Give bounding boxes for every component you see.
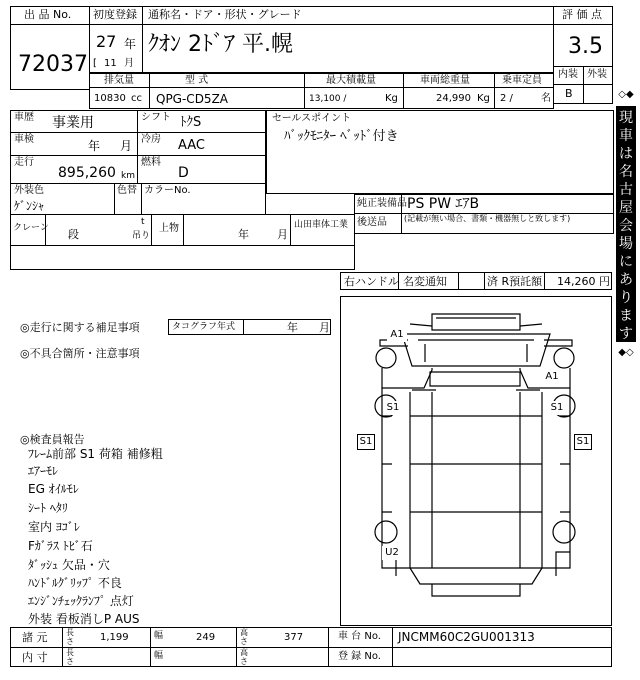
history-label: 車歴 bbox=[14, 112, 34, 123]
side-note-char: 屋 bbox=[619, 200, 633, 216]
divider bbox=[243, 319, 244, 335]
reg-month-unit: 月 bbox=[124, 58, 134, 69]
divider bbox=[494, 73, 495, 109]
reg-month-bracket-open: [ bbox=[93, 58, 97, 69]
gross-weight-label: 車両総重量 bbox=[420, 75, 470, 86]
report-line: ﾀﾞｯｼｭ 欠品・穴 bbox=[28, 558, 110, 572]
divider bbox=[10, 132, 266, 133]
reg-month: 11 bbox=[104, 58, 117, 69]
displacement-unit: cc bbox=[131, 93, 142, 104]
side-note-char: あ bbox=[619, 272, 633, 288]
side-note-bottom: ◆◇ bbox=[618, 347, 634, 358]
divider bbox=[137, 110, 138, 183]
gross-weight-unit: Kg bbox=[477, 93, 490, 104]
divider bbox=[553, 84, 613, 85]
reg-year: 27 bbox=[96, 32, 117, 51]
recycle-amount: 14,260 bbox=[557, 275, 596, 288]
divider bbox=[392, 627, 393, 667]
divider bbox=[236, 627, 237, 667]
fuel-label: 燃料 bbox=[141, 157, 161, 168]
displacement-label: 排気量 bbox=[104, 75, 134, 86]
crane-steps: 段 bbox=[68, 228, 79, 241]
sales-point-value: ﾊﾞｯｸﾓﾆﾀｰ ﾍﾞｯﾄﾞ付き bbox=[284, 129, 399, 144]
driving-notes-label: ◎走行に関する補足事項 bbox=[20, 321, 140, 334]
crane-above-label: 上物 bbox=[159, 223, 179, 234]
truck-outline bbox=[375, 314, 575, 596]
model-name-label: 通称名・ドア・形状・グレード bbox=[148, 8, 302, 21]
defect-notes-label: ◎不具合箇所・注意事項 bbox=[20, 347, 140, 360]
capacity-value: 2 / bbox=[500, 93, 513, 104]
rear-equipment-note: (記載が無い場合、書類・機器無しと致します) bbox=[404, 214, 571, 223]
side-note-char: す bbox=[619, 326, 633, 342]
max-load-label: 最大積載量 bbox=[326, 75, 376, 86]
lot-number: 72037 bbox=[18, 52, 88, 77]
damage-mark-boxed: S1 bbox=[357, 434, 375, 450]
width-label: 幅 bbox=[154, 631, 164, 641]
equipment-value: PS PW ｴｱB bbox=[407, 196, 480, 212]
rear-equipment-label: 後送品 bbox=[357, 217, 387, 228]
divider bbox=[553, 24, 613, 25]
tacho-year: 年 bbox=[287, 321, 298, 334]
side-note-char: は bbox=[619, 146, 633, 162]
side-note-char: ま bbox=[619, 308, 633, 324]
report-line: Fｶﾞﾗｽ ﾄﾋﾞ石 bbox=[28, 539, 93, 553]
inspection-label: 車検 bbox=[14, 134, 34, 145]
damage-mark: A1 bbox=[387, 328, 407, 342]
divider bbox=[583, 66, 584, 104]
color-number-label: カラーNo. bbox=[144, 185, 191, 196]
chassis-value: JNCMM60C2GU001313 bbox=[398, 630, 535, 644]
lot-label: 出 品 No. bbox=[24, 8, 72, 21]
truck-diagram bbox=[340, 296, 612, 626]
side-note-char: に bbox=[619, 254, 633, 270]
shift-label: シフト bbox=[141, 112, 171, 123]
exterior-label: 外装 bbox=[587, 69, 607, 80]
crane-year: 年 bbox=[238, 228, 249, 241]
color-change-label: 色替 bbox=[117, 185, 137, 196]
side-note-char: 現 bbox=[619, 110, 633, 126]
height-label: 高さ bbox=[240, 628, 248, 646]
interior-score: B bbox=[565, 87, 573, 100]
shift-value: ﾄｸS bbox=[180, 115, 202, 130]
gross-weight-value: 24,990 bbox=[436, 93, 471, 104]
report-line: ﾊﾝﾄﾞﾙｸﾞﾘｯﾌﾟ 不良 bbox=[28, 576, 122, 590]
report-line: EG ｵｲﾙﾓﾚ bbox=[28, 482, 79, 496]
score-value: 3.5 bbox=[568, 34, 603, 59]
tacho-label: タコグラフ年式 bbox=[172, 322, 236, 332]
crane-month: 月 bbox=[277, 228, 288, 241]
crane-label: クレーン bbox=[13, 223, 49, 233]
name-change-label: 名変通知 bbox=[403, 275, 447, 288]
length-label: 長さ bbox=[66, 628, 74, 646]
divider bbox=[10, 647, 612, 648]
recycle-unit: 円 bbox=[599, 275, 610, 288]
max-load-value: 13,100 / bbox=[309, 94, 347, 104]
capacity-label: 乗車定員 bbox=[502, 75, 542, 86]
divider bbox=[62, 627, 63, 667]
height-value: 377 bbox=[284, 632, 304, 643]
max-load-unit: Kg bbox=[385, 93, 398, 104]
score-label: 評 価 点 bbox=[562, 8, 602, 21]
interior-label: 内装 bbox=[558, 69, 578, 80]
mileage-unit: km bbox=[121, 171, 135, 181]
side-note-char: り bbox=[619, 290, 633, 306]
side-note-char: 場 bbox=[619, 236, 633, 252]
divider bbox=[114, 183, 115, 215]
side-note-char: 会 bbox=[619, 218, 633, 234]
handle-side: 右ハンドル bbox=[344, 275, 399, 288]
divider bbox=[183, 214, 184, 245]
divider bbox=[10, 24, 90, 25]
crane-hang: 吊り bbox=[132, 231, 151, 241]
damage-mark: A1 bbox=[542, 370, 562, 384]
damage-mark-boxed: S1 bbox=[574, 434, 592, 450]
history-value: 事業用 bbox=[52, 115, 94, 131]
inspector-report-label: ◎検査員報告 bbox=[20, 433, 85, 446]
exterior-color-value: ｹﾞﾝｼｬ bbox=[14, 199, 45, 213]
divider bbox=[484, 272, 485, 290]
displacement-value: 10830 bbox=[94, 93, 126, 104]
inspection-month: 月 bbox=[120, 139, 133, 153]
crane-ton: t bbox=[141, 217, 145, 227]
recycle-label: 済 R預託額 bbox=[487, 275, 543, 288]
report-line: 室内 ﾖｺﾞﾚ bbox=[28, 520, 80, 534]
divider bbox=[89, 87, 554, 88]
report-line: 外装 看板消しP AUS bbox=[28, 612, 140, 626]
divider bbox=[403, 73, 404, 109]
report-line: ｴｱｰﾓﾚ bbox=[28, 464, 59, 478]
inner-dims-label: 内 寸 bbox=[22, 651, 48, 664]
inner-height-label: 高さ bbox=[240, 648, 248, 666]
model-code-label: 型 式 bbox=[185, 75, 209, 86]
side-note-char: 名 bbox=[619, 164, 633, 180]
divider bbox=[328, 627, 329, 667]
detail-block bbox=[10, 110, 266, 215]
width-value: 249 bbox=[196, 632, 216, 643]
ac-label: 冷房 bbox=[141, 134, 161, 145]
sales-point-label: セールスポイント bbox=[272, 113, 352, 124]
tacho-month: 月 bbox=[319, 321, 330, 334]
divider bbox=[141, 183, 142, 215]
reg-year-unit: 年 bbox=[124, 37, 137, 51]
divider bbox=[304, 73, 305, 109]
side-note-char: 古 bbox=[619, 182, 633, 198]
fuel-value: D bbox=[178, 165, 189, 181]
report-line: ｼｰﾄ ﾍﾀﾘ bbox=[28, 501, 68, 515]
damage-mark: U2 bbox=[382, 546, 402, 560]
divider bbox=[149, 73, 150, 109]
report-line: ﾌﾚｰﾑ前部 S1 荷箱 補修粗 bbox=[28, 447, 163, 461]
mileage-value: 895,260 bbox=[58, 165, 116, 181]
first-reg-label: 初度登録 bbox=[93, 8, 137, 21]
side-note-char: 車 bbox=[619, 128, 633, 144]
divider bbox=[10, 245, 355, 246]
divider bbox=[151, 214, 152, 245]
exterior-color-label: 外装色 bbox=[14, 185, 44, 196]
report-line: ｴﾝｼﾞﾝﾁｪｯｸﾗﾝﾌﾟ 点灯 bbox=[28, 594, 134, 608]
ac-value: AAC bbox=[178, 138, 205, 153]
model-name: ｸｵﾝ 2ﾄﾞｱ 平.幌 bbox=[148, 32, 293, 57]
chassis-label: 車 台 No. bbox=[338, 631, 381, 642]
reg-number-label: 登 録 No. bbox=[338, 651, 381, 662]
divider bbox=[458, 272, 459, 290]
body-maker: 山田車体工業 bbox=[294, 220, 349, 230]
damage-mark: S1 bbox=[547, 401, 567, 415]
inner-length-label: 長さ bbox=[66, 648, 74, 666]
inspection-year: 年 bbox=[88, 139, 101, 153]
length-value: 1,199 bbox=[100, 632, 129, 643]
capacity-unit: 名 bbox=[541, 93, 551, 104]
inner-width-label: 幅 bbox=[154, 651, 164, 661]
model-code-value: QPG-CD5ZA bbox=[156, 92, 228, 106]
divider bbox=[150, 627, 151, 667]
damage-mark: S1 bbox=[383, 401, 403, 415]
side-note-top: ◇◆ bbox=[618, 89, 634, 100]
divider bbox=[10, 155, 266, 156]
equipment-label: 純正装備品 bbox=[357, 198, 407, 209]
dims-label: 諸 元 bbox=[22, 631, 48, 644]
divider bbox=[544, 272, 545, 290]
divider bbox=[10, 183, 266, 184]
divider bbox=[290, 214, 291, 245]
mileage-label: 走行 bbox=[14, 157, 34, 168]
